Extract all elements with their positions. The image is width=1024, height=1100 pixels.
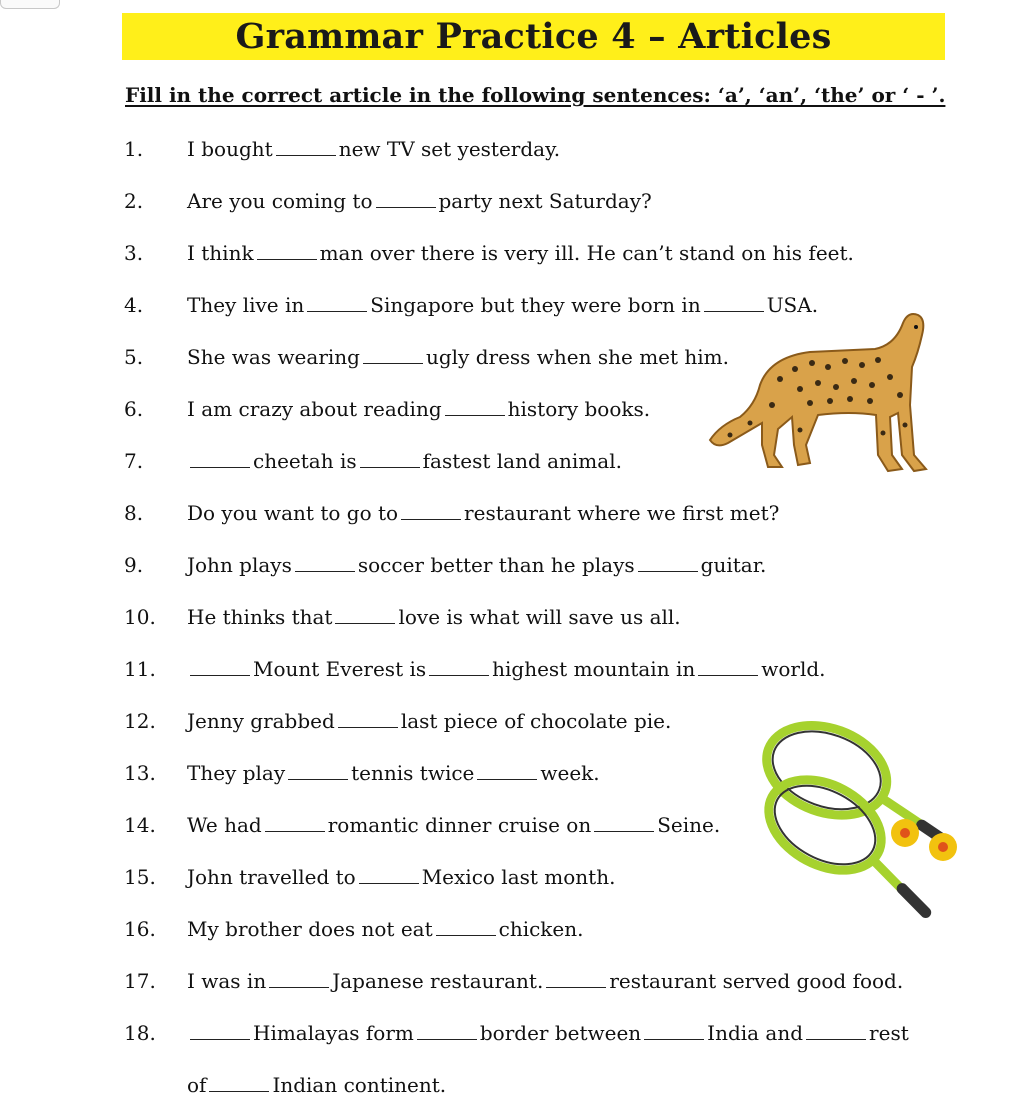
answer-blank[interactable] — [445, 395, 505, 416]
question-text-segment: We had — [187, 813, 262, 837]
question-text-segment: restaurant where we first met? — [464, 501, 780, 525]
question-text — [187, 186, 652, 216]
question-number: 10. — [124, 605, 156, 629]
question-text-segment: world. — [761, 657, 826, 681]
question-text-segment: Seine. — [657, 813, 721, 837]
question-text-segment: of — [187, 1073, 207, 1097]
question-text — [187, 654, 826, 684]
question-text-segment: rest — [869, 1021, 909, 1045]
question-text-segment: USA. — [766, 293, 819, 317]
question-number: 13. — [124, 761, 156, 785]
instruction-text: Fill in the correct article in the following sentences: ‘a’, ‘an’, ‘the’ or ‘ - ’. — [125, 83, 946, 107]
question-text — [187, 966, 903, 996]
question-text-segment: Japanese restaurant. — [332, 969, 544, 993]
question-text-segment: India and — [707, 1021, 804, 1045]
answer-blank[interactable] — [376, 187, 436, 208]
question-text-segment: tennis twice — [351, 761, 475, 785]
question-text-segment: Mount Everest is — [253, 657, 427, 681]
question-number: 17. — [124, 969, 156, 993]
cheetah-icon — [700, 305, 940, 490]
question-text-segment: He thinks that — [187, 605, 333, 629]
question-text-segment: highest mountain in — [492, 657, 696, 681]
answer-blank[interactable] — [363, 343, 423, 364]
answer-blank[interactable] — [335, 603, 395, 624]
question-text-segment: romantic dinner cruise on — [327, 813, 592, 837]
answer-blank[interactable] — [190, 655, 250, 676]
question-number: 5. — [124, 345, 144, 369]
question-text-segment: last piece of chocolate pie. — [400, 709, 672, 733]
title-banner — [122, 13, 945, 60]
question-text-segment: history books. — [507, 397, 651, 421]
question-text-segment: chicken. — [498, 917, 584, 941]
question-text-segment: week. — [540, 761, 600, 785]
question-text-segment: I bought — [187, 137, 273, 161]
question-text-segment: Indian continent. — [272, 1073, 447, 1097]
question-text — [187, 498, 779, 528]
worksheet-title: Grammar Practice 4 – Articles — [235, 16, 832, 57]
question-text-segment: John travelled to — [187, 865, 356, 889]
question-text — [187, 758, 600, 788]
question-text — [187, 706, 671, 736]
answer-blank[interactable] — [190, 1019, 250, 1040]
answer-blank[interactable] — [360, 447, 420, 468]
question-number: 9. — [124, 553, 144, 577]
tennis-rackets-icon — [755, 715, 975, 920]
answer-blank[interactable] — [295, 551, 355, 572]
question-text-segment: restaurant served good food. — [609, 969, 904, 993]
question-text-segment: Are you coming to — [187, 189, 373, 213]
question-text-segment: Himalayas form — [253, 1021, 414, 1045]
question-text — [187, 914, 584, 944]
question-number: 18. — [124, 1021, 156, 1045]
question-text — [187, 342, 729, 372]
question-number: 14. — [124, 813, 156, 837]
question-text — [187, 238, 854, 268]
answer-blank[interactable] — [288, 759, 348, 780]
question-text — [187, 1018, 909, 1048]
answer-blank[interactable] — [698, 655, 758, 676]
question-text-segment: I was in — [187, 969, 267, 993]
question-number: 2. — [124, 189, 144, 213]
question-text-segment: Jenny grabbed — [187, 709, 335, 733]
question-number: 7. — [124, 449, 144, 473]
question-number: 8. — [124, 501, 144, 525]
question-text-segment: party next Saturday? — [438, 189, 652, 213]
answer-blank[interactable] — [644, 1019, 704, 1040]
question-text-segment: man over there is very ill. He can’t stand on his feet. — [319, 241, 854, 265]
answer-blank[interactable] — [209, 1071, 269, 1092]
question-text — [187, 394, 650, 424]
answer-blank[interactable] — [190, 447, 250, 468]
question-text-segment: Singapore but they were born in — [370, 293, 701, 317]
question-number: 3. — [124, 241, 144, 265]
question-text — [187, 1070, 446, 1100]
question-text-segment: I think — [187, 241, 254, 265]
question-text-segment: ugly dress when she met him. — [425, 345, 729, 369]
question-text-segment: cheetah is — [253, 449, 357, 473]
question-number: 15. — [124, 865, 156, 889]
answer-blank[interactable] — [338, 707, 398, 728]
answer-blank[interactable] — [307, 291, 367, 312]
question-text-segment: soccer better than he plays — [357, 553, 635, 577]
question-number: 11. — [124, 657, 156, 681]
answer-blank[interactable] — [269, 967, 329, 988]
question-number: 16. — [124, 917, 156, 941]
question-text-segment: My brother does not eat — [187, 917, 433, 941]
question-text — [187, 810, 720, 840]
answer-blank[interactable] — [429, 655, 489, 676]
question-text — [187, 446, 622, 476]
page-corner-fragment — [0, 0, 60, 9]
question-number: 12. — [124, 709, 156, 733]
question-text — [187, 550, 766, 580]
answer-blank[interactable] — [417, 1019, 477, 1040]
answer-blank[interactable] — [257, 239, 317, 260]
question-text-segment: new TV set yesterday. — [338, 137, 561, 161]
question-text-segment: They live in — [187, 293, 305, 317]
question-number: 4. — [124, 293, 144, 317]
answer-blank[interactable] — [546, 967, 606, 988]
answer-blank[interactable] — [359, 863, 419, 884]
question-number: 1. — [124, 137, 144, 161]
answer-blank[interactable] — [276, 135, 336, 156]
answer-blank[interactable] — [806, 1019, 866, 1040]
question-text-segment: border between — [479, 1021, 642, 1045]
question-text — [187, 602, 681, 632]
answer-blank[interactable] — [401, 499, 461, 520]
answer-blank[interactable] — [477, 759, 537, 780]
question-text-segment: love is what will save us all. — [398, 605, 681, 629]
answer-blank[interactable] — [436, 915, 496, 936]
answer-blank[interactable] — [594, 811, 654, 832]
question-text — [187, 134, 560, 164]
question-text-segment: John plays — [187, 553, 292, 577]
question-text-segment: I am crazy about reading — [187, 397, 442, 421]
answer-blank[interactable] — [638, 551, 698, 572]
question-text-segment: fastest land animal. — [422, 449, 622, 473]
question-text-segment: They play — [187, 761, 286, 785]
question-text-segment: She was wearing — [187, 345, 360, 369]
question-text-segment: Do you want to go to — [187, 501, 399, 525]
question-text — [187, 862, 615, 892]
question-text-segment: Mexico last month. — [421, 865, 616, 889]
question-text-segment: guitar. — [700, 553, 767, 577]
answer-blank[interactable] — [265, 811, 325, 832]
question-number: 6. — [124, 397, 144, 421]
